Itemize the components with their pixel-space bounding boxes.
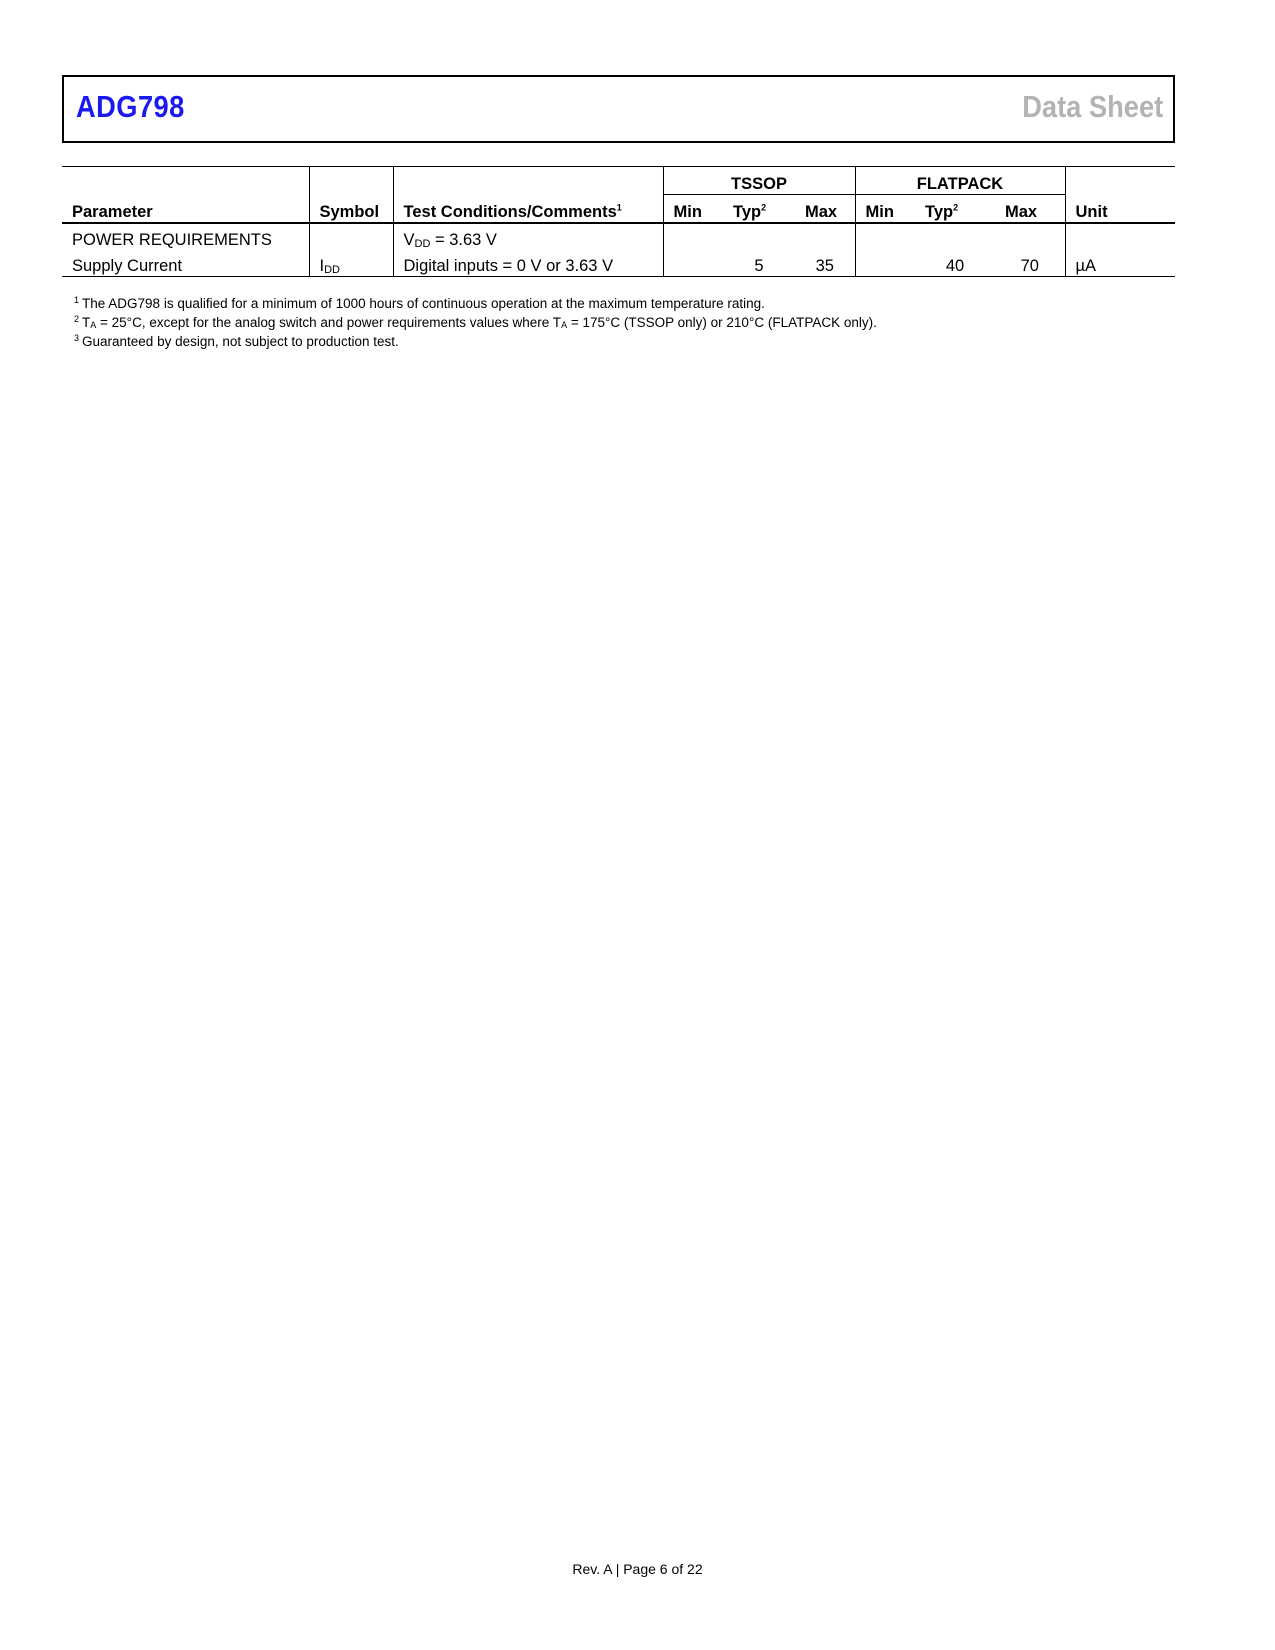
row-unit: µA: [1065, 250, 1175, 277]
row-tssop-min: [663, 223, 723, 250]
header-flatpack-min: Min: [855, 195, 915, 224]
row-flatpack-max: 70: [995, 250, 1065, 277]
footnote-number: 2: [74, 313, 80, 324]
table-group-header-row: [62, 167, 1175, 195]
footnote-text: Guaranteed by design, not subject to production test.: [82, 334, 399, 349]
row-flatpack-max: [995, 223, 1065, 250]
footnote-ref: 2: [761, 202, 767, 213]
footnote-number: 1: [74, 294, 80, 305]
header-unit: Unit: [1065, 195, 1175, 224]
row-flatpack-min: [855, 223, 915, 250]
header-tssop-max: Max: [795, 195, 855, 224]
page-footer: Rev. A | Page 6 of 22: [572, 1561, 703, 1577]
row-symbol: [309, 223, 393, 250]
row-unit: [1065, 223, 1175, 250]
row-symbol: $I_{DD}$: [309, 250, 393, 277]
header-flatpack-typ: Typ$^2$: [915, 195, 995, 224]
group-header-tssop: TSSOP: [663, 167, 855, 195]
table-header-row: [62, 195, 1175, 224]
row-tssop-min: [663, 250, 723, 277]
header-symbol: Symbol: [309, 195, 393, 224]
header-flatpack-max: Max: [995, 195, 1065, 224]
footnote: [74, 294, 877, 313]
header-tssop-min: Min: [663, 195, 723, 224]
footnotes: [74, 294, 877, 351]
row-flatpack-typ: [915, 223, 995, 250]
footnote-number: 3: [74, 332, 80, 343]
table-row: [62, 223, 1175, 250]
header-parameter: Parameter: [62, 195, 309, 224]
row-parameter: POWER REQUIREMENTS: [72, 231, 272, 249]
group-header-flatpack: FLATPACK: [855, 167, 1065, 195]
row-tssop-typ: 5: [723, 250, 795, 277]
footnote: [74, 332, 877, 351]
footnote: $^2$ $T_A = 25^\circ C$, except for the analog switch and power requirements values where $T_A = 175^\circ C$ (TSSOP only) or 210°C (FLATPACK only).: [74, 313, 877, 330]
footnote-ref: 1: [616, 202, 622, 213]
row-conditions: Digital inputs = 0 V or 3.63 V: [393, 250, 663, 277]
specifications-table: [62, 166, 1175, 277]
header-conditions: Test Conditions/Comments$^1$: [393, 195, 663, 224]
row-conditions: $V_{DD} = 3.63$ V: [393, 223, 663, 250]
row-tssop-max: 35: [795, 250, 855, 277]
row-parameter: Supply Current: [62, 250, 309, 277]
row-tssop-typ: [723, 223, 795, 250]
page-header: [62, 75, 1175, 143]
row-flatpack-typ: 40: [915, 250, 995, 277]
header-tssop-typ: Typ$^2$: [723, 195, 795, 224]
row-tssop-max: [795, 223, 855, 250]
footnote-text: The ADG798 is qualified for a minimum of 1000 hours of continuous operation at the maximum temperature rating.: [82, 296, 765, 311]
row-flatpack-min: [855, 250, 915, 277]
part-number: ADG798: [76, 89, 185, 124]
table-row: [62, 250, 1175, 277]
footnote-ref: 2: [953, 202, 959, 213]
document-type: Data Sheet: [1021, 89, 1163, 124]
